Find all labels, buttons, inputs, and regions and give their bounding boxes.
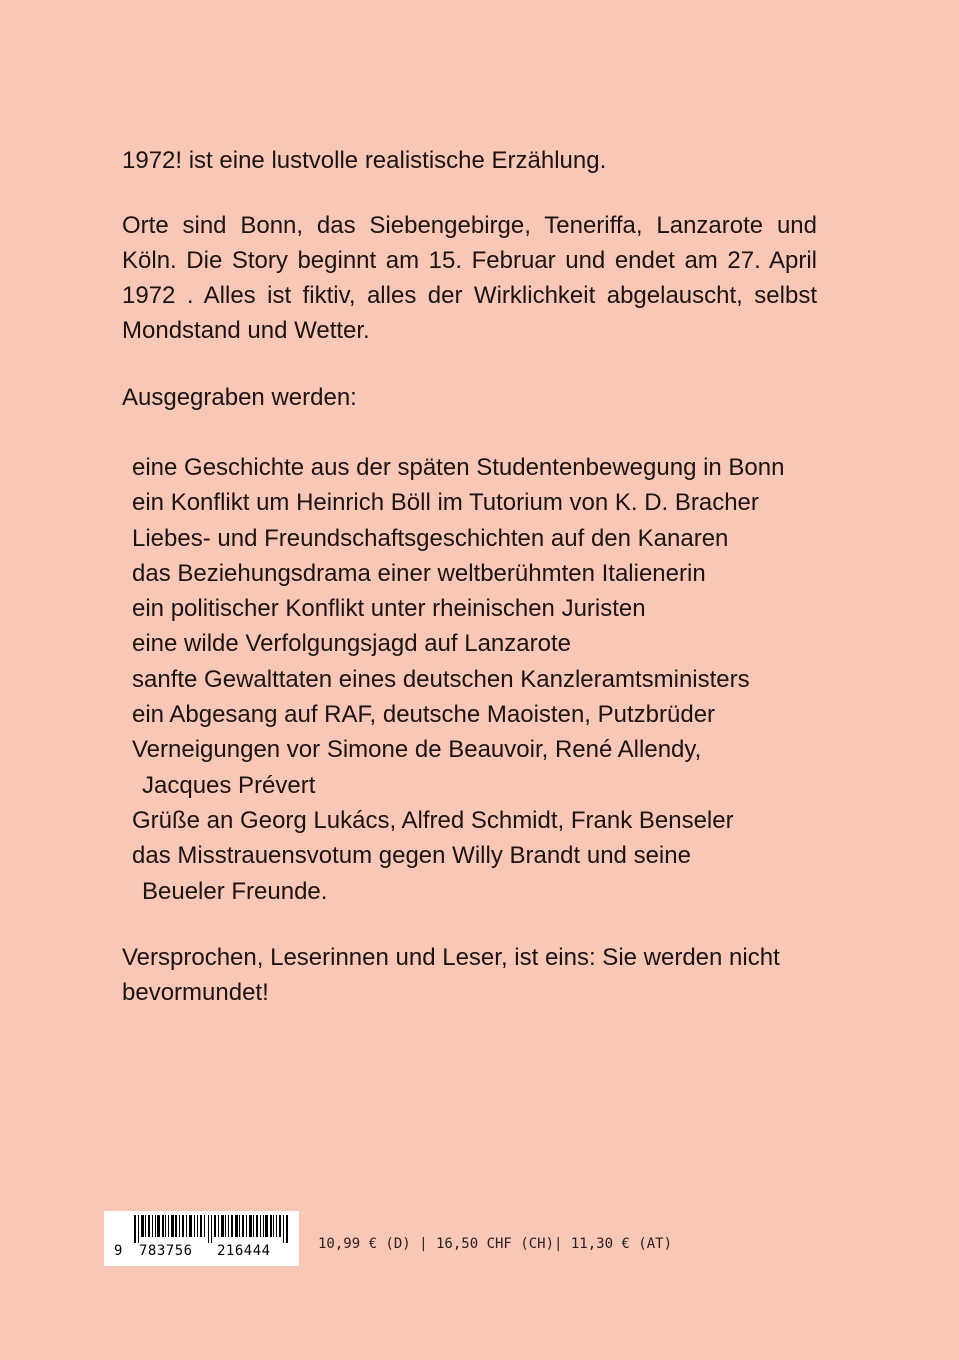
isbn-left-group: 783756 <box>139 1243 193 1259</box>
places-paragraph: Orte sind Bonn, das Siebengebirge, Teneriffa, Lanzarote und Köln. Die Story beginnt am 15. Februar und endet am 27. April 1972 . Alles ist fiktiv, alles der Wirklichkeit abgelauscht, selbst Mondstand und Wetter. <box>122 212 817 344</box>
dug-up-heading: Ausgegraben werden: <box>122 384 357 411</box>
list-item: Liebes- und Freundschaftsgeschichten auf den Kanaren <box>132 524 729 552</box>
list-item: Verneigungen vor Simone de Beauvoir, René Allendy, <box>132 736 702 764</box>
intro-paragraph: 1972! ist eine lustvolle realistische Erzählung. <box>122 147 607 174</box>
list-item: Grüße an Georg Lukács, Alfred Schmidt, Frank Benseler <box>132 806 734 834</box>
isbn-first-digit: 9 <box>114 1243 123 1259</box>
barcode-bars-icon <box>134 1215 296 1243</box>
list-item: eine wilde Verfolgungsjagd auf Lanzarote <box>132 630 571 658</box>
list-item: das Misstrauensvotum gegen Willy Brandt und seine <box>132 842 691 870</box>
price-line: 10,99 € (D) | 16,50 CHF (CH)| 11,30 € (AT) <box>318 1236 673 1252</box>
promise-paragraph: Versprochen, Leserinnen und Leser, ist eins: Sie werden nicht bevormundet! <box>122 944 780 1006</box>
list-item: sanfte Gewalttaten eines deutschen Kanzleramtsministers <box>132 665 750 693</box>
list-item: eine Geschichte aus der späten Studentenbewegung in Bonn <box>132 454 785 481</box>
list-item-continuation: Jacques Prévert <box>142 771 316 799</box>
list-item-continuation: Beueler Freunde. <box>142 877 328 905</box>
topics-list <box>132 450 832 909</box>
list-item: das Beziehungsdrama einer weltberühmten Italienerin <box>132 559 706 587</box>
list-item: ein Konflikt um Heinrich Böll im Tutorium von K. D. Bracher <box>132 489 759 517</box>
isbn-barcode <box>104 1211 299 1266</box>
isbn-right-group: 216444 <box>217 1243 271 1259</box>
list-item: ein Abgesang auf RAF, deutsche Maoisten, Putzbrüder <box>132 701 716 729</box>
list-item: ein politischer Konflikt unter rheinischen Juristen <box>132 595 646 623</box>
